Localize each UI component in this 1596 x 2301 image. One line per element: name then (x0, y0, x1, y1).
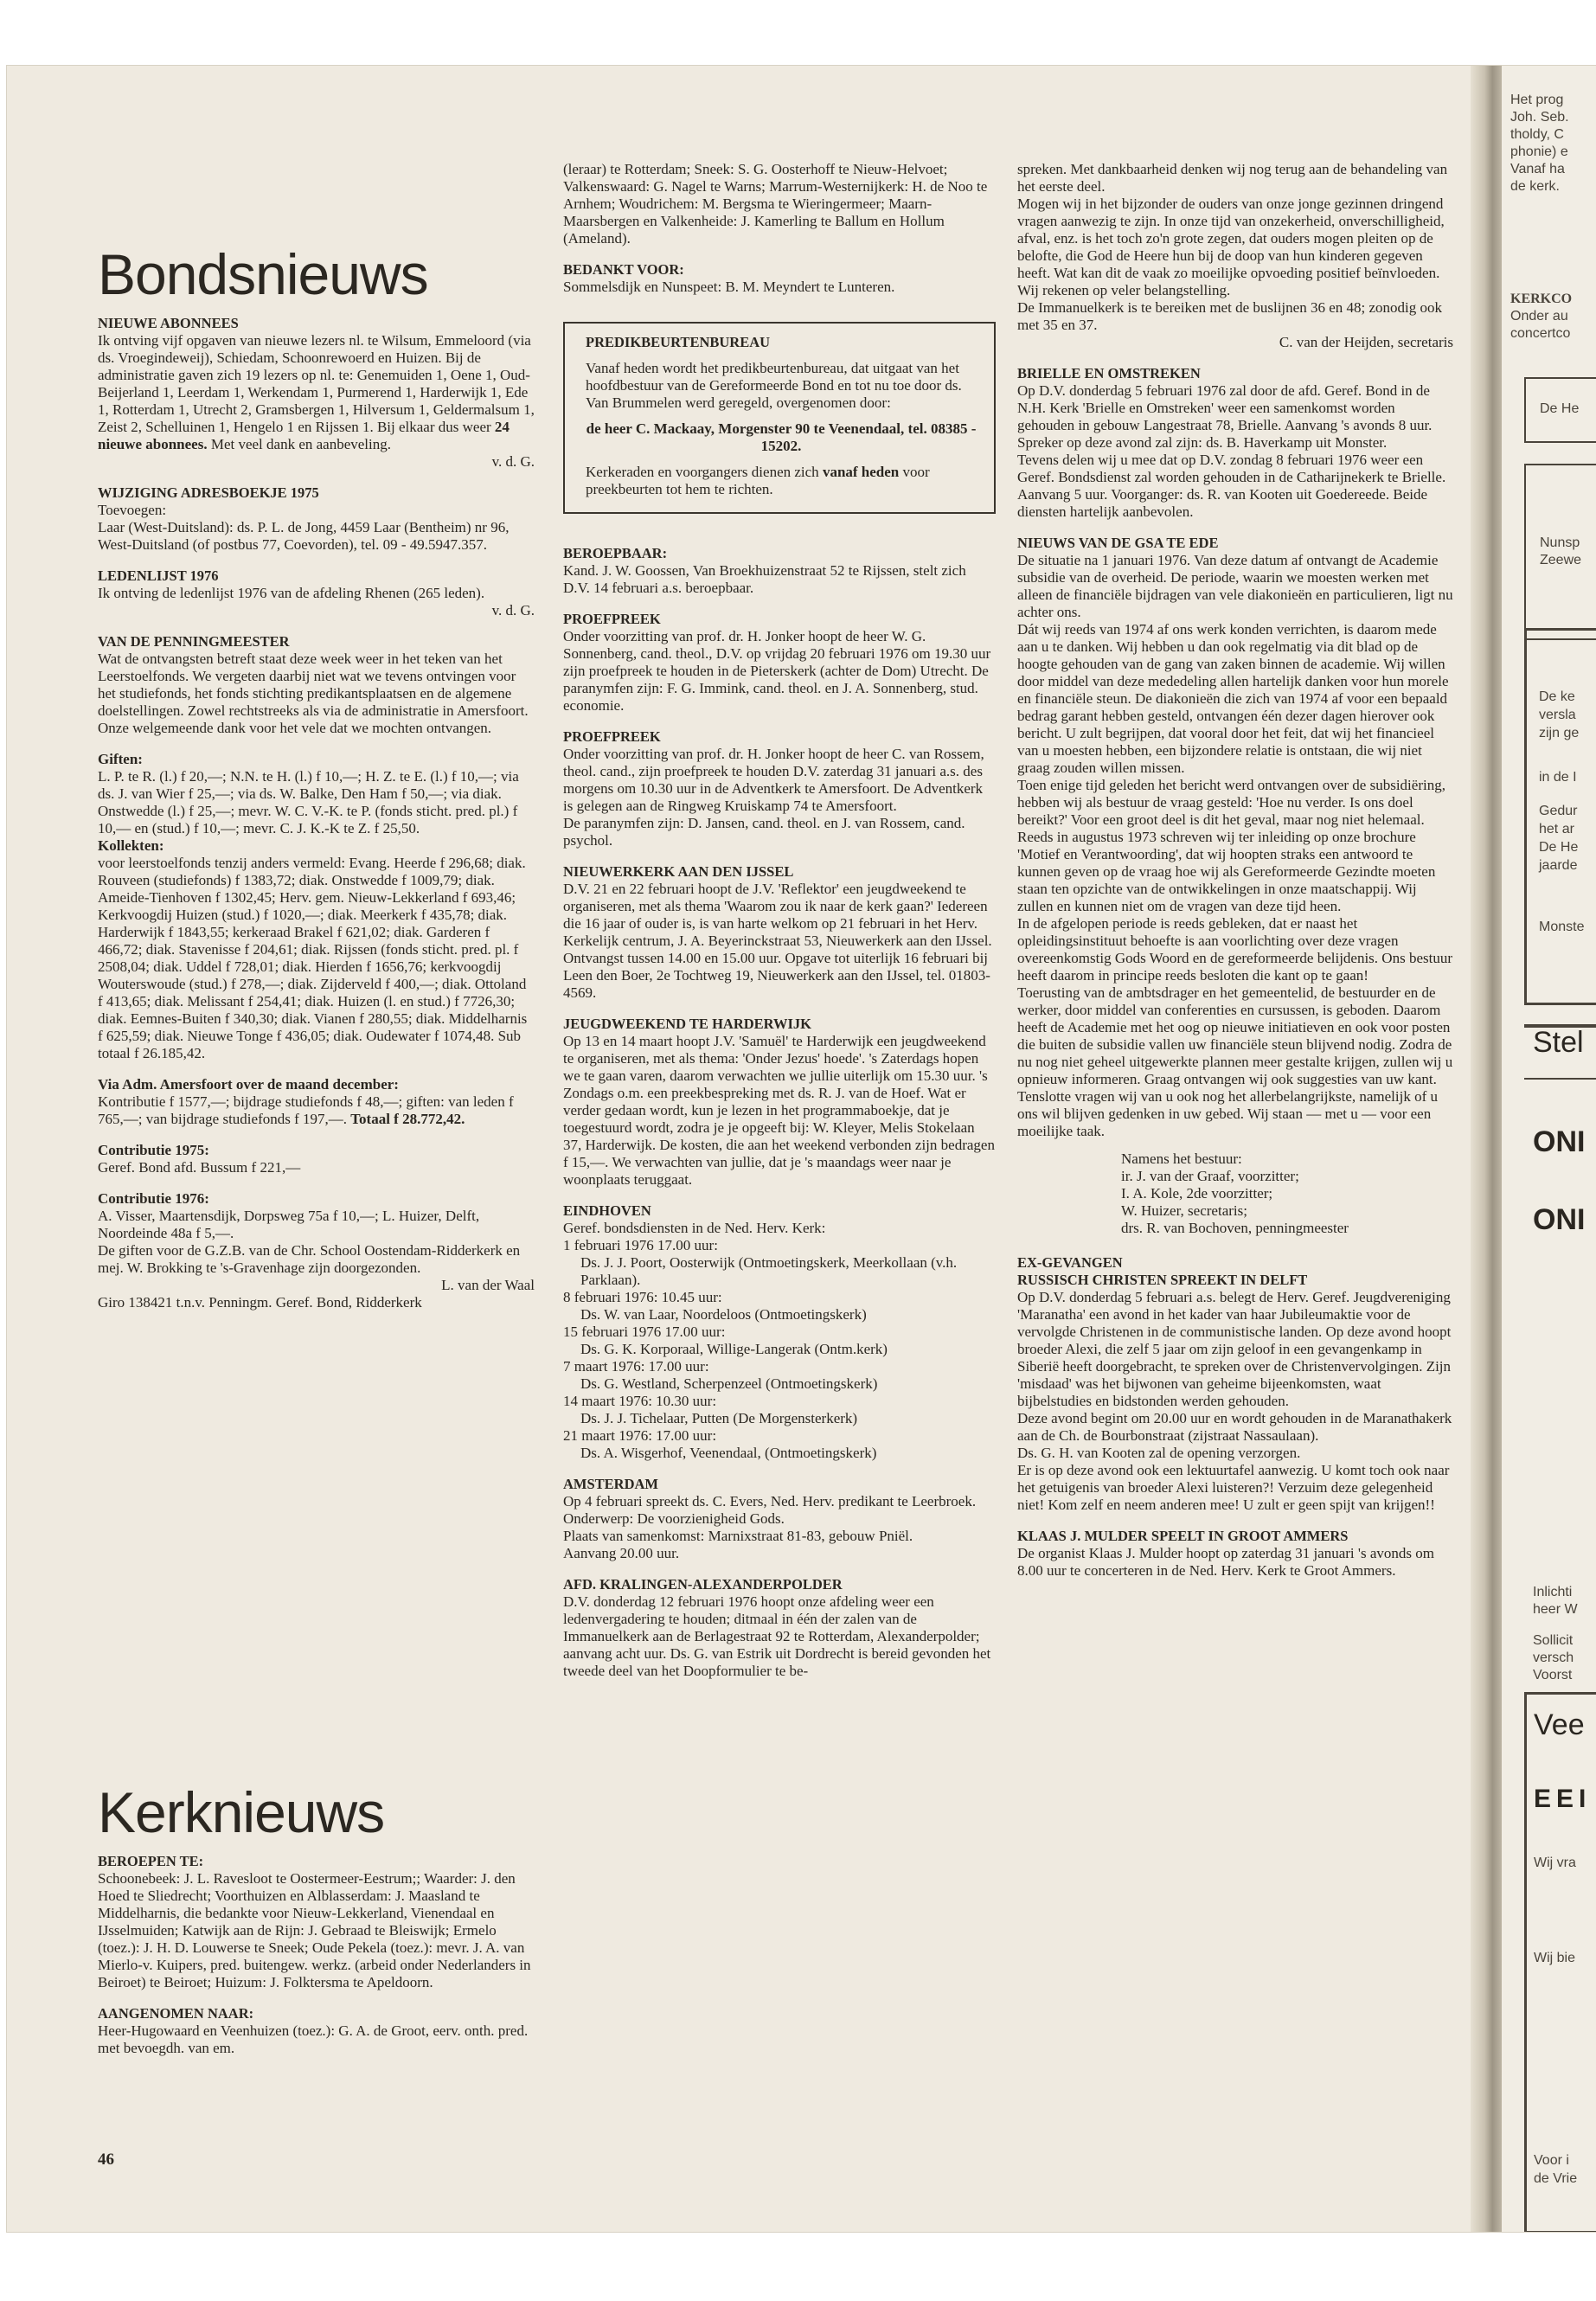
article-body: Schoonebeek: J. L. Ravesloot te Oostermeer-Eestrum;; Waarder: J. den Hoed te Sliedrecht; Voorthuizen en Alblasserdam: J. Maasland te Middelharnis, die bedankte voor Nieuw-Lekkerland, Vienendaal en IJsselmuiden; Katwijk aan de Rijn: J. Gebraad te Bleiswijk; Ermelo (toez.): J. H. D. Louwerse te Sneek; Oude Pekela (toez.): mevr. J. A. van Mierlo-v. Kuipers, pred. buitengew. werkz. (arbeid onder Nederlanders in Beiroet) te Beiroet; Huizum: J. Folktersma te Apeldoorn. (98, 1870, 531, 1990)
right-line: Zeewe (1540, 553, 1582, 567)
right-line: zijn ge (1539, 726, 1580, 740)
subheading: Contributie 1975: (98, 1142, 209, 1158)
article-body: L. P. te R. (l.) f 20,—; N.N. te H. (l.) f 10,—; H. Z. te E. (l.) f 10,—; via ds. J. van Wier f 25,—; via ds. W. Balke, Den Ham f 50,—; via diak. Onstwedde (l.) f 25,—; mevr. W. C. V.-K. te P. (fonds sticht. pred. pl.) f 10,— en (stud.) f 10,—; mevr. C. J. K.-K te Z. f 25,50. (98, 768, 519, 836)
article-heading: PROEFPREEK (563, 611, 661, 627)
article-body: Ik ontving de ledenlijst 1976 van de afdeling Rhenen (265 leden). (98, 585, 485, 601)
article-body: Kand. J. W. Goossen, Van Broekhuizenstraat 52 te Rijssen, stelt zich D.V. 14 februari a.s. beroepbaar. (563, 562, 966, 596)
article-body: Er is op deze avond ook een lektuurtafel aanwezig. U komt toch ook naar het getuigenis van broeder Alexi luisteren?! Verzuim deze gelegenheid niet! Kom zelf en neem anderen mee! U zult er geen spijt van krijgen!! (1017, 1462, 1450, 1513)
article-body: A. Visser, Maartensdijk, Dorpsweg 75a f 10,—; L. Huizer, Delft, Noordeinde 48a f 5,—. (98, 1208, 480, 1241)
article-body: Onder voorzitting van prof. dr. H. Jonker hoopt de heer W. G. Sonnenberg, cand. theol., D.V. op vrijdag 20 februari 1976 om 19.30 uur zijn proefpreek te houden in de Pieterskerk (achter de Dom) Utrecht. De paranymfen zijn: F. G. Immink, cand. theol. en J. A. Sonnenberg, stud. economie. (563, 628, 991, 714)
right-line: heer W (1533, 1602, 1578, 1617)
right-line: tholdy, C (1510, 127, 1564, 142)
right-top-text (1510, 92, 1596, 195)
ad-text: De He (1540, 401, 1580, 416)
right-line: De He (1539, 840, 1579, 855)
schedule-line: Ds. G. K. Korporaal, Willige-Langerak (Ontm.kerk) (580, 1341, 888, 1357)
right-line: Monste (1539, 920, 1585, 934)
article-body: Op D.V. donderdag 5 februari a.s. belegt de Herv. Geref. Jeugdvereniging 'Maranatha' een avond in het kader van haar Jubileumaktie voor de vervolgde Christenen in de communistische landen. Op deze avond hoopt broeder Alexi, die zelf 5 jaar om zijn geloof in een gevangenkamp in Siberië heeft doorgebracht, te spreken over de Christenvervolgingen. Zijn 'misdaad' was het bijwonen van geheime bijeenkomsten, waat bijbelstudies en bidstonden werden gehouden. (1017, 1289, 1452, 1409)
article-heading: EX-GEVANGEN (1017, 1254, 1123, 1271)
article-body: Tenslotte vragen wij van u ook nog het allerbelangrijkste, namelijk of u ons wil blijven gedenken in uw gebed. Wij staan — met u — voor een moeilijke taak. (1017, 1088, 1439, 1139)
ad-heading: ONI (1533, 1125, 1586, 1158)
right-line: versch (1533, 1650, 1574, 1665)
right-heading: KERKCO (1510, 292, 1573, 306)
ad-box (1524, 1692, 1596, 2232)
right-lower-text (1533, 1584, 1596, 1684)
ad-box (1524, 628, 1596, 1005)
article-body: De situatie na 1 januari 1976. Van deze datum af ontvangt de Academie subsidie van de overheid. De periode, waarin we moesten werken met alleen de financiële bijdragen van vele diakonieën en particulieren, ligt nu achter ons. (1017, 552, 1453, 620)
article-emphasis: Totaal f 28.772,42. (350, 1111, 465, 1127)
box-body (586, 464, 977, 498)
ad-box (1524, 377, 1596, 443)
box-title: PREDIKBEURTENBUREAU (586, 334, 771, 350)
right-line: in de I (1539, 770, 1577, 785)
article-body: D.V. 21 en 22 februari hoopt de J.V. 'Reflektor' een jeugdweekend te organiseren, met als thema 'Waarom zou ik naar de kerk gaan?' Iedereen die 16 jaar of ouder is, is van harte welkom op 21 februari in het Herv. Kerkelijk centrum, J. A. Beyerinckstraat 53, Nieuwerkerk aan den IJssel. Ontvangst tussen 14.00 en 15.00 uur. Opgave tot uiterlijk 16 februari bij Leen den Boer, 2e Tochtweg 19, Nieuwerkerk aan den IJssel, tel. 01803-4569. (563, 881, 992, 1001)
subheading: Giften: (98, 751, 143, 767)
article-body: Laar (West-Duitsland): ds. P. L. de Jong, 4459 Laar (Bentheim) nr 96, West-Duitsland (of postbus 77, Coevorden), tel. 09 - 49.5947.357. (98, 519, 510, 553)
adjacent-page-fragment (1502, 66, 1596, 2232)
article-body: Toen enige tijd geleden het bericht werd ontvangen over de subsidiëring, hebben wij als bestuur de vraag gesteld: 'Hoe nu verder. Is ons doel bereikt?' Voor een groot deel is dit het geval, maar nog niet helemaal. Reeds in augustus 1973 schreven wij ter inleiding op onze brochure 'Motief en Verantwoording', dat wij hoopten straks een antwoord te kunnen geven op de vraag hoe wij als Gereformeerde Gezindte moeten staan ten opzichte van de ontwikkelingen in onze maatschappij. Wij zullen en kunnen niet om de vragen van deze tijd heen. (1017, 777, 1445, 914)
signature: C. van der Heijden, secretaris (1279, 334, 1453, 350)
article-body: Op 4 februari spreekt ds. C. Evers, Ned. Herv. predikant te Leerbroek. (563, 1493, 977, 1509)
right-line: versla (1539, 708, 1576, 722)
right-line: Nunsp (1540, 535, 1580, 550)
right-line: Onder au (1510, 309, 1568, 324)
article-heading: KLAAS J. MULDER SPEELT IN GROOT AMMERS (1017, 1528, 1349, 1544)
right-kerkco-text (1510, 308, 1596, 343)
schedule-line: 15 februari 1976 17.00 uur: (563, 1324, 726, 1340)
article-body: Onderwerp: De voorzienigheid Gods. (563, 1510, 785, 1527)
signatory: drs. R. van Bochoven, penningmeester (1121, 1220, 1349, 1236)
ad-heading: Vee (1534, 1708, 1585, 1741)
schedule-line: Ds. G. Westland, Scherpenzeel (Ontmoetingskerk) (580, 1375, 878, 1392)
article-heading: LEDENLIJST 1976 (98, 567, 219, 584)
article-body: Mogen wij in het bijzonder de ouders van onze jonge gezinnen dringend vragen aanwezig te zijn. In onze tijd van onzekerheid, onverschilligheid, afval, enz. is het toch zo'n grote zegen, dat ouders mogen pleiten op de belofte, die God de Heere hun bij de doop van hun kinderen gegeven heeft. Wat kan dit de vaak zo moeilijke opvoeding positief beïnvloeden. Wij rekenen op veler belangstelling. (1017, 195, 1445, 298)
right-line: Joh. Seb. (1510, 110, 1569, 125)
article-body: Aanvang 20.00 uur. (563, 1545, 680, 1561)
schedule-line: 7 maart 1976: 17.00 uur: (563, 1358, 709, 1375)
article-heading: JEUGDWEEKEND TE HARDERWIJK (563, 1016, 811, 1032)
right-line: de Vrie (1534, 2171, 1578, 2186)
article-text: Kontributie f 1577,—; bijdrage studiefonds f 48,—; giften: van leden f 765,—; van bijdrage studiefonds f 197,—. (98, 1093, 514, 1127)
article-body: Geref. bondsdiensten in de Ned. Herv. Kerk: (563, 1220, 826, 1236)
article-body: D.V. donderdag 12 februari 1976 hoopt onze afdeling weer een ledenvergadering te houden; ditmaal in één der zalen van de Immanuelkerk aan de Berlagestraat 92 te Rotterdam, Alexanderpolder; aanvang acht uur. Ds. G. van Estrik uit Dordrecht is bereid gevonden het tweede deel van het Doopformulier te be- (563, 1593, 991, 1679)
article-heading: AANGENOMEN NAAR: (98, 2005, 254, 2022)
article-body: Onder voorzitting van prof. dr. H. Jonker hoopt de heer C. van Rossem, theol. cand., zijn proefpreek te houden D.V. zaterdag 31 januari a.s. des morgens om 10.30 uur in de Adventkerk te Amersfoort. De Adventkerk is gelegen aan de Ringweg Kruiskamp 74 te Amersfoort. (563, 746, 984, 814)
ad-text (1540, 535, 1581, 569)
article-heading: BEROEPEN TE: (98, 1853, 204, 1869)
signatory: W. Huizer, secretaris; (1121, 1202, 1247, 1219)
schedule-line: Ds. W. van Laar, Noordeloos (Ontmoetingskerk) (580, 1306, 867, 1323)
right-line: Inlichti (1533, 1585, 1573, 1599)
announcement-box (563, 322, 996, 514)
article-body: Wat de ontvangsten betreft staat deze week weer in het teken van het Leerstoelfonds. We vergeten daarbij niet wat we tevens ontvingen voor het studiefonds, het fonds stichting predikantsplaatsen en de algemene doelstellingen. Zowel rechtstreeks als via de administratie in Amersfoort. (98, 651, 529, 719)
column-left-kerknieuws (98, 1782, 535, 2057)
signature: L. van der Waal (441, 1277, 535, 1293)
signature: v. d. G. (491, 602, 535, 619)
article-body: De giften voor de G.Z.B. van de Chr. School Oostendam-Ridderkerk en mej. W. Brokking te 's-Gravenhage zijn doorgezonden. (98, 1242, 521, 1276)
article-body: Plaats van samenkomst: Marnixstraat 81-83, gebouw Pniël. (563, 1528, 913, 1544)
article-heading: PROEFPREEK (563, 728, 661, 745)
column-left (98, 244, 535, 1311)
article-heading: BRIELLE EN OMSTREKEN (1017, 365, 1201, 381)
article-body: Onze welgemeende dank voor het vele dat we mochten ontvangen. (98, 720, 492, 736)
article-body: Deze avond begint om 20.00 uur en wordt gehouden in de Maranathakerk aan de Ch. de Bourbonstraat (zijstraat Nassaulaan). (1017, 1410, 1452, 1444)
ad-heading: EEI (1534, 1785, 1592, 1813)
schedule-line: Ds. J. J. Tichelaar, Putten (De Morgensterkerk) (580, 1410, 858, 1426)
schedule-line: 21 maart 1976: 17.00 uur: (563, 1427, 717, 1444)
subheading: Contributie 1976: (98, 1190, 209, 1207)
right-line: concertco (1510, 326, 1571, 341)
ad-heading: Stel (1533, 1026, 1584, 1059)
article-body: (leraar) te Rotterdam; Sneek: S. G. Oosterhoff te Nieuw-Helvoet; Valkenswaard: G. Nagel te Warns; Marrum-Westernijkerk: H. de Noo te Arnhem; Woudrichem: M. Bergsma te Wieringermeer; Maarn-Maarsbergen en Valkenheide: J. Kamerling te Ballum en Hollum (Ameland). (563, 161, 988, 247)
article-heading: VAN DE PENNINGMEESTER (98, 633, 290, 650)
subheading: Kollekten: (98, 837, 164, 854)
article-heading: RUSSISCH CHRISTEN SPREEKT IN DELFT (1017, 1272, 1308, 1288)
divider (1524, 1078, 1596, 1080)
section-title-kerknieuws: Kerknieuws (98, 1780, 385, 1844)
subheading: Via Adm. Amersfoort over de maand december: (98, 1076, 399, 1093)
schedule-line: 14 maart 1976: 10.30 uur: (563, 1393, 717, 1409)
article-body: De Immanuelkerk is te bereiken met de buslijnen 36 en 48; zonodig ook met 35 en 37. (1017, 299, 1442, 333)
article-body: Dát wij reeds van 1974 af ons werk konden verrichten, is daarom mede aan u te danken. Wij hebben u dan ook regelmatig via dit blad op de hoogte gehouden van de gang van zaken binnen de academie. Wij willen door middel van deze mededeling allen hartelijk danken voor hun morele en financiële steun. De diakonieën die zich van 1974 af voor een bepaald bedrag garant hebben gesteld, ontvangen één dezer dagen hierover ook bericht. U zult begrijpen, dat vooral door het feit, dat wij het financieel van u moesten hebben, een bijzondere relatie is ontstaan, die wij niet graag zouden willen missen. (1017, 621, 1449, 776)
ad-text: Wij vra (1534, 1856, 1576, 1870)
article-body: Tevens delen wij u mee dat op D.V. zondag 8 februari 1976 weer een Geref. Bondsdienst zal worden gehouden in de Catharijnekerk te Brielle. Aanvang 5 uur. Voorganger: ds. R. van Kooten uit Goedereede. Beide diensten hartelijk aanbevolen. (1017, 452, 1446, 520)
article-body: voor leerstoelfonds tenzij anders vermeld: Evang. Heerde f 296,68; diak. Rouveen (studiefonds) f 1383,72; diak. Onstwedde f 1009,79; diak. Ameide-Tienhoven f 1302,45; Herv. gem. Nieuw-Lekkerland f 693,46; Kerkvoogdij Huizen (stud.) f 1020,—; diak. Meerkerk f 435,78; diak. Harderwijk f 1843,55; kerkeraad Brakel f 621,02; diak. Garderen f 466,72; diak. Stavenisse f 204,61; diak. Rijssen (fonds sticht. pred. pl. f 2508,04; diak. Uddel f 728,01; diak. Hierden f 1656,76; kerkvoogdij Wouterswoude (stud.) f 278,—; diak. Zijderveld f 400,—; diak. Ottoland f 413,65; diak. Melissant f 254,41; diak. Huizen (l. en stud.) f 7726,30; diak. Eemnes-Buiten f 340,30; diak. Vianen f 280,55; diak. Middelharnis f 625,59; diak. Nieuwe Tonge f 436,05; diak. Oudewater f 1074,48. Sub totaal f 26.185,42. (98, 855, 528, 1061)
signatory: ir. J. van der Graaf, voorzitter; (1121, 1168, 1299, 1184)
ad-text (1539, 688, 1584, 936)
right-line: Het prog (1510, 93, 1564, 107)
schedule-line: Ds. A. Wisgerhof, Veenendaal, (Ontmoetingskerk) (580, 1445, 877, 1461)
box-contact: de heer C. Mackaay, Morgenster 90 te Veenendaal, tel. 08385 - 15202. (586, 420, 977, 454)
article-body: De paranymfen zijn: D. Jansen, cand. theol. en J. van Rossem, cand. psychol. (563, 815, 965, 849)
article-text: Ik ontving vijf opgaven van nieuwe lezers nl. te Wilsum, Emmeloord (via ds. Vroegindeweij), Schiedam, Schoonrewoerd en Huizen. Bij de administratie gaven zich 19 lezers op nl. te: Genemuiden 1, Oene 1, Oud-Beijerland 1, Leerdam 1, Werkendam 1, Purmerend 1, Harderwijk 1, Ede 1, Rotterdam 1, Utrecht 2, Gramsbergen 1, Hilversum 1, Geldermalsum 1, Zeist 2, Schelluinen 1, Hengelo 1 en Rijssen 1. Bij elkaar dus weer (98, 332, 535, 435)
right-line: De ke (1539, 689, 1575, 704)
right-line: het ar (1539, 822, 1574, 836)
box-body: Vanaf heden wordt het predikbeurtenbureau, dat uitgaat van het hoofdbestuur van de Gereformeerde Bond en tot nu toe door ds. Van Brummelen werd geregeld, overgenomen door: (586, 360, 962, 411)
right-line: de kerk. (1510, 179, 1560, 194)
column-middle (563, 161, 996, 1680)
article-body: Op D.V. donderdag 5 februari 1976 zal door de afd. Geref. Bond in de N.H. Kerk 'Brielle en Omstreken' weer een samenkomst worden gehouden in gebouw Langestraat 78, Brielle. Aanvang 's avonds 8 uur. Spreker op deze avond zal zijn: ds. B. Haverkamp uit Monster. (1017, 382, 1433, 451)
ad-text: Wij bie (1534, 1951, 1576, 1965)
right-line: Vanaf ha (1510, 162, 1565, 176)
article-heading: NIEUWS VAN DE GSA TE EDE (1017, 535, 1219, 551)
signatory: I. A. Kole, 2de voorzitter; (1121, 1185, 1273, 1202)
article-heading: AMSTERDAM (563, 1476, 658, 1492)
article-heading: BEROEPBAAR: (563, 545, 668, 561)
box-text: Kerkeraden en voorgangers dienen zich (586, 464, 819, 480)
article-body: Op 13 en 14 maart hoopt J.V. 'Samuël' te Harderwijk een jeugdweekend te organiseren, met als thema: 'Onder Jezus' hoede'. 's Zaterdags hopen we te gaan varen, daarom verwachten we jullie uiterlijk om 15.30 uur. 's Zondags o.m. een preekbespreking met ds. R. J. van de Hoef. Wat er verder gedaan wordt, kun je lezen in het programmaboekje, dat je toegestuurd wordt, zodra je je opgeeft bij: W. Kleyer, Melis Stokelaan 37, Harderwijk. De kosten, die aan het weekend verbonden zijn bedragen f 15,—. We verwachten van jullie, dat je 's maandags weer naar je woonplaats teruggaat. (563, 1033, 995, 1188)
box-text: voor preekbeurten tot hem te richten. (586, 464, 930, 497)
page-spine (1471, 66, 1502, 2232)
right-line: phonie) e (1510, 144, 1568, 159)
article-text: Met veel dank en aanbeveling. (210, 436, 391, 452)
right-line: Gedur (1539, 804, 1578, 818)
article-heading: NIEUWERKERK AAN DEN IJSSEL (563, 863, 794, 880)
article-body: Toerusting van de ambtsdrager en het gemeentelid, de bestuurder en de werker, door middel van conferenties en cursussen, is geboden. Daarom heeft de Academie met het oog op nieuwe initiatieven en ook voor posten die buiten de subsidie vallen uw financiële steun blijvend nodig. Zodra de nu nog niet geheel uitgewerkte plannen meer gestalte krijgen, zullen wij u opnieuw informeren. Graag ontvangen wij ook suggesties van uw kant. (1017, 984, 1453, 1087)
signature: v. d. G. (491, 453, 535, 470)
ad-box (1524, 464, 1596, 640)
column-right (1017, 161, 1453, 1580)
right-line: Sollicit (1533, 1633, 1574, 1648)
article-body: Ds. G. H. van Kooten zal de opening verzorgen. (1017, 1445, 1301, 1461)
article-emphasis: 24 nieuwe abonnees. (98, 419, 510, 452)
article-body (98, 1093, 535, 1128)
article-body: De organist Klaas J. Mulder hoopt op zaterdag 31 januari 's avonds om 8.00 uur te concerteren in de Ned. Herv. Kerk te Groot Ammers. (1017, 1545, 1434, 1579)
article-heading: NIEUWE ABONNEES (98, 315, 239, 331)
article-body: Heer-Hugowaard en Veenhuizen (toez.): G. A. de Groot, eerv. onth. pred. met bevoegdh. van em. (98, 2022, 529, 2056)
article-body: In de afgelopen periode is reeds gebleken, dat er naast het opleidingsinstituut behoefte is aan voorlichting over deze vragen overeenkomstig Gods Woord en de gereformeerde belijdenis. Ons bestuur heeft daarom in principe reeds besloten die kant op te gaan! (1017, 915, 1452, 984)
box-emphasis: vanaf heden (822, 464, 900, 480)
article-heading: BEDANKT VOOR: (563, 261, 684, 278)
page-number: 46 (98, 2150, 114, 2169)
section-title-bondsnieuws: Bondsnieuws (98, 242, 428, 306)
article-body: Toevoegen: (98, 502, 167, 518)
article-heading: AFD. KRALINGEN-ALEXANDERPOLDER (563, 1576, 843, 1593)
ad-heading: ONI (1533, 1203, 1586, 1236)
article-body (98, 332, 535, 453)
signature-intro: Namens het bestuur: (1121, 1150, 1242, 1167)
schedule-line: Ds. J. J. Poort, Oosterwijk (Ontmoetingskerk, Meerkollaan (v.h. Parklaan). (580, 1254, 958, 1288)
article-heading: WIJZIGING ADRESBOEKJE 1975 (98, 484, 319, 501)
article-heading: EINDHOVEN (563, 1202, 651, 1219)
article-body: Giro 138421 t.n.v. Penningm. Geref. Bond, Ridderkerk (98, 1294, 422, 1311)
schedule-line: 1 februari 1976 17.00 uur: (563, 1237, 718, 1253)
schedule-line: 8 februari 1976: 10.45 uur: (563, 1289, 722, 1305)
right-line: Voorst (1533, 1668, 1573, 1682)
ad-text (1534, 2151, 1577, 2188)
article-body: Sommelsdijk en Nunspeet: B. M. Meyndert te Lunteren. (563, 279, 895, 295)
article-body: spreken. Met dankbaarheid denken wij nog terug aan de behandeling van het eerste deel. (1017, 161, 1448, 195)
right-line: Voor i (1534, 2153, 1569, 2168)
article-body: Geref. Bond afd. Bussum f 221,— (98, 1159, 301, 1176)
right-line: jaarde (1539, 858, 1578, 873)
